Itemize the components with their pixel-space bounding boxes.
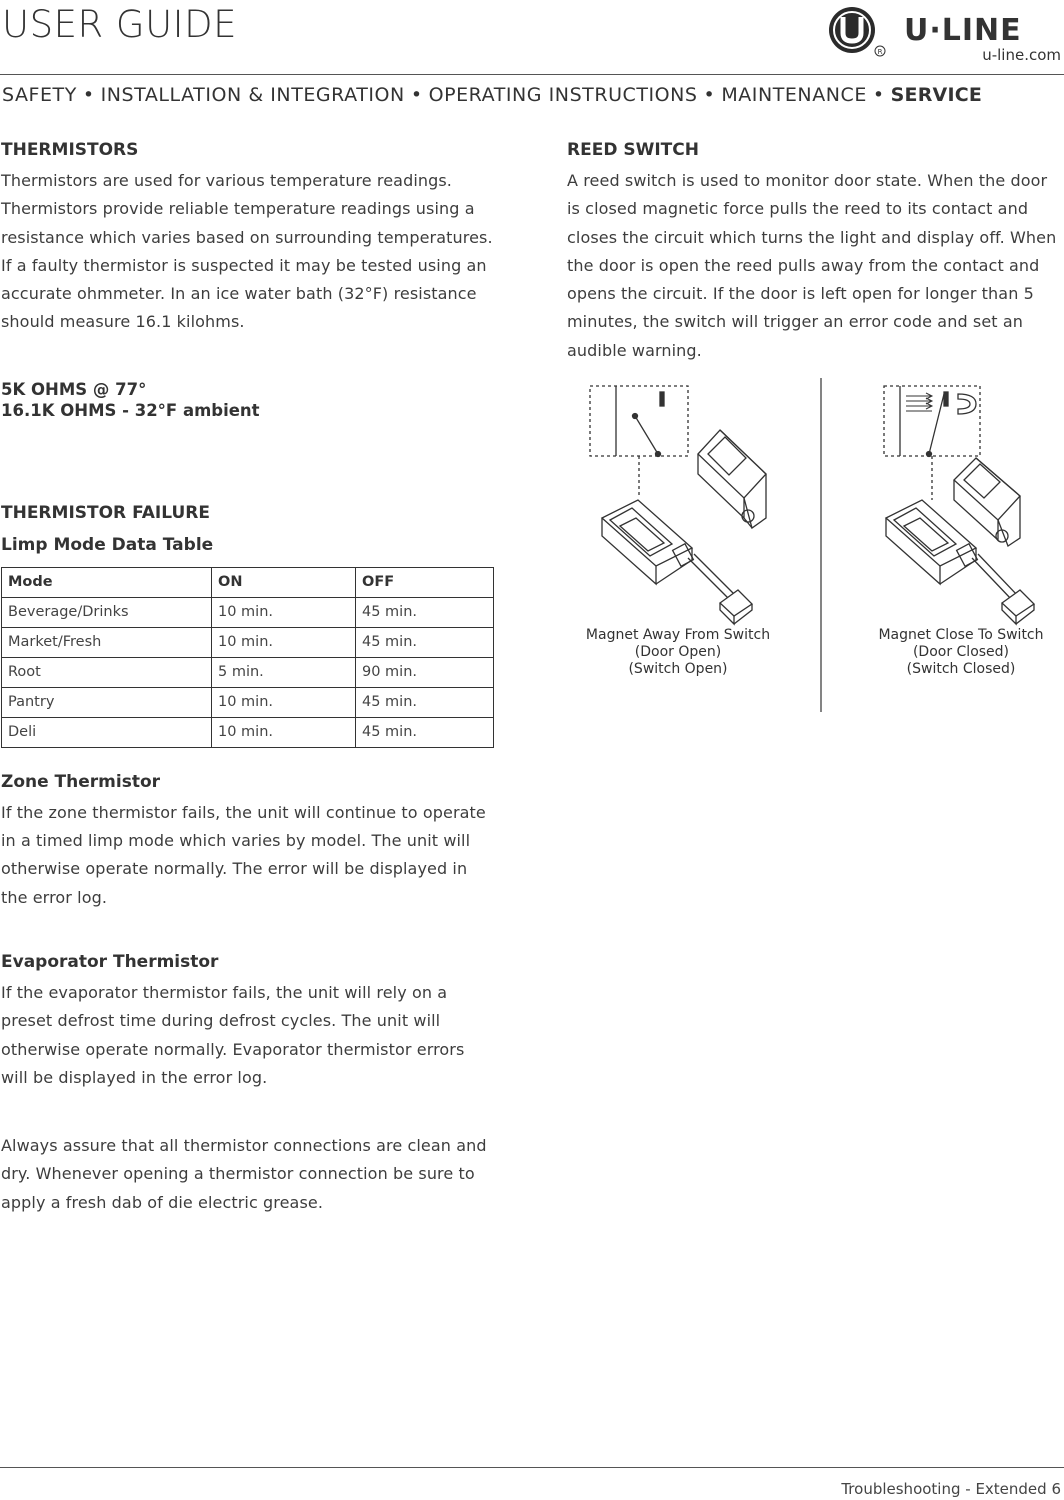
column-header-on: ON [212,567,356,597]
caption-open-line-1: Magnet Away From Switch [585,627,771,643]
caption-open-line-3: (Switch Open) [628,661,728,677]
caption-closed-line-3: (Switch Closed) [906,661,1016,677]
switch-closed-illustration [884,386,1034,624]
caption-closed-line-1: Magnet Close To Switch [878,627,1044,643]
thermistors-heading: THERMISTORS [1,140,139,160]
thermistors-body: Thermistors are used for various temperature readings. Thermistors provide reliable temperature readings using a resistance which varies based on surrounding temperatures. If a faulty thermistor is suspected it may be tested using an accurate ohmmeter. In an ice water bath (32°F) resistance should measure 16.1 kilohms. [1,171,493,332]
spec-line-2: 16.1K OHMS - 32°F ambient [1,400,260,420]
evaporator-thermistor-body: If the evaporator thermistor fails, the unit will rely on a preset defrost time during defrost cycles. The unit will otherwise operate normally. Evaporator thermistor errors will be displayed in the error log. [1,982,465,1087]
cell-on: 10 min. [212,597,356,627]
cell-on: 5 min. [212,657,356,687]
table-row [2,657,494,687]
nav-item-operating: OPERATING INSTRUCTIONS [428,84,698,106]
caption-open-line-2: (Door Open) [634,644,722,660]
cell-mode: Pantry [2,687,212,717]
cell-off: 45 min. [356,597,494,627]
table-row [2,687,494,717]
grease-note: Always assure that all thermistor connections are clean and dry. Whenever opening a thermistor connection be sure to apply a fresh dab of die electric grease. [1,1136,487,1212]
spec-line-1: 5K OHMS @ 77° [1,379,147,399]
cell-on: 10 min. [212,717,356,747]
cell-off: 45 min. [356,717,494,747]
nav-separator: • [703,84,716,106]
cell-mode: Beverage/Drinks [2,597,212,627]
section-nav [2,84,982,106]
nav-item-safety: SAFETY [2,84,77,106]
limp-mode-table-heading: Limp Mode Data Table [1,534,214,555]
cell-mode: Market/Fresh [2,627,212,657]
page-footer: Troubleshooting - Extended 6 [841,1480,1061,1498]
nav-separator: • [82,84,95,106]
reed-switch-body: A reed switch is used to monitor door state. When the door is closed magnetic force pulls the reed to its contact and closes the circuit which turns the light and display off. When the door is open the reed pulls away from the contact and opens the circuit. If the door is left open for longer than 5 minutes, the switch will trigger an error code and set an audible warning. [567,171,1057,360]
table-row [2,597,494,627]
table-header-row [2,567,494,597]
caption-closed-line-2: (Door Closed) [912,644,1010,660]
cell-off: 90 min. [356,657,494,687]
column-header-off: OFF [356,567,494,597]
zone-thermistor-body: If the zone thermistor fails, the unit will continue to operate in a timed limp mode which varies by model. The unit will otherwise operate normally. The error will be displayed in the error log. [1,802,486,907]
reed-switch-heading: REED SWITCH [567,140,699,160]
footer-divider [0,1467,1064,1468]
logo-wordmark: U·LINE [904,13,1022,48]
cell-off: 45 min. [356,687,494,717]
left-column [1,140,495,1217]
table-row [2,627,494,657]
right-column [567,140,1061,365]
zone-thermistor-heading: Zone Thermistor [1,771,161,792]
cell-on: 10 min. [212,687,356,717]
caption-switch-open [563,627,793,678]
nav-item-installation: INSTALLATION & INTEGRATION [100,84,405,106]
nav-separator: • [410,84,423,106]
switch-open-illustration [590,386,766,624]
reed-switch-figure [580,378,1062,714]
cell-off: 45 min. [356,627,494,657]
caption-switch-closed [846,627,1064,678]
cell-mode: Deli [2,717,212,747]
nav-item-maintenance: MAINTENANCE [721,84,867,106]
cell-on: 10 min. [212,627,356,657]
limp-mode-table [1,567,494,748]
resistance-spec [1,379,495,421]
table-row [2,717,494,747]
website-url: u-line.com [982,46,1061,64]
page-title: USER GUIDE [2,3,237,46]
nav-separator: • [872,84,885,106]
nav-item-service: SERVICE [890,84,983,106]
evaporator-thermistor-heading: Evaporator Thermistor [1,951,219,972]
column-header-mode: Mode [2,567,212,597]
header-divider [0,74,1064,75]
thermistor-failure-heading: THERMISTOR FAILURE [1,502,210,523]
svg-text:R: R [877,48,883,56]
cell-mode: Root [2,657,212,687]
